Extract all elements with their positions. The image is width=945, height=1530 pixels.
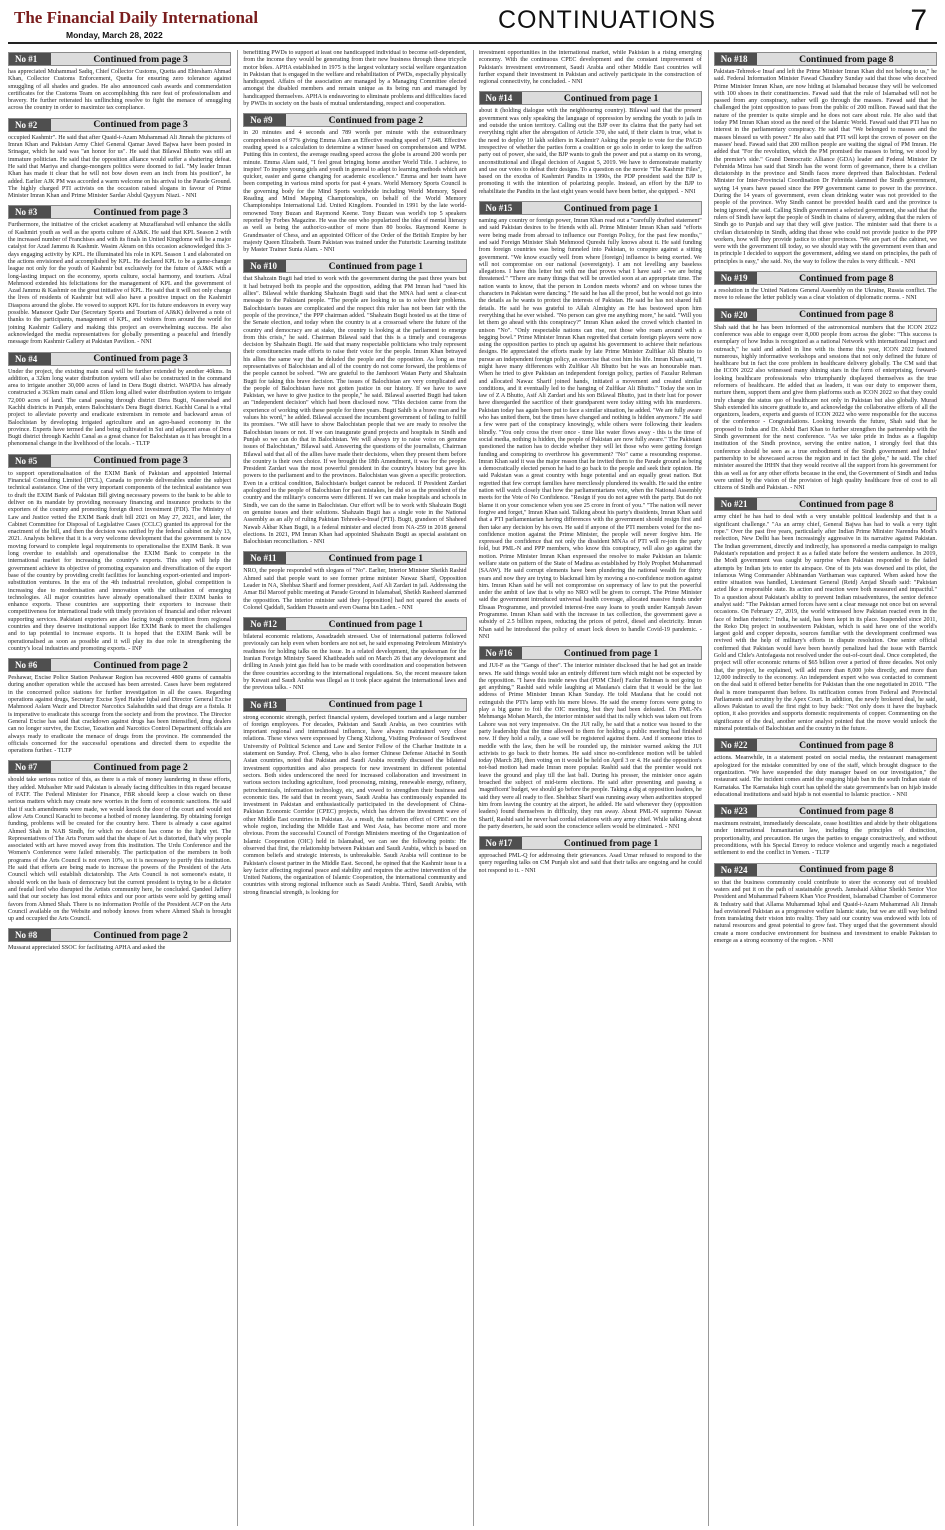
article-number: No #11 — [244, 552, 286, 564]
continuation-article — [8, 758, 231, 923]
continued-from-label: Continued from page 1 — [286, 260, 465, 272]
article-number: No #7 — [9, 761, 51, 773]
article-body: actions. Meanwhile, in a statement posted on social media, the restaurant management apologized for the mistake committed by one of the staff, which brought disgrace to the organization. "We have suspended the duty manager based on our investigation," the restaurant said. The incident comes amid the ongoing hijab ban in the south Indian state of Karnataka. The Karnataka high court has upheld the state government's ban on hijab inside educational institutions and said hijab is not essential to Islamic practice. - NNI — [713, 755, 937, 798]
article-number: No #21 — [715, 498, 757, 510]
issue-date: Monday, March 28, 2022 — [66, 30, 163, 40]
continued-from-label: Continued from page 1 — [522, 647, 701, 659]
article-number: No #8 — [9, 929, 51, 941]
article-number: No #15 — [480, 202, 522, 214]
continuation-article — [8, 452, 231, 653]
continuation-article — [479, 644, 702, 831]
continuation-article — [714, 269, 937, 303]
article-body: strong economic strength, perfect financial system, developed tourism and a large number of foreign employees. For decades, Pakistan and Saudi Arabia, as two countries with important regional and international influence, have always maintained very close relations. These views were expressed by Cheng Xizhong, Visiting Professor of Southwest University of Political Science and Law and Senior Fellow of the Charhar Institute in a statement on Sunday. Prof. Cheng, who is also former Chinese Defense Attaché in South Asian countries, noted that Pakistan and Saudi Arabia recently discussed the bilateral investment opportunities and also prospects for new investment in different potential sectors. Both sides underscored the need for increased collaboration and investment in various sectors including agriculture, food processing, mining, renewable energy, refinery, petrochemicals, information technology, etc, and vowed to strengthen their business and economic ties. He said that in recent years, Saudi Arabia has continuously expanded its investment in Pakistan and enthusiastically participated in the development of China-Pakistan Economic Corridor (CPEC) projects, which has driven the investment wave of other Middle East countries in Pakistan. As a result, the radiation effect of CPEC on the whole region, including the Middle East and West Asia, has become more and more obvious. From the successful Council of Foreign Ministers meeting of the Organization of Islamic Cooperation (OIC) held in Islamabad, we can see the following points: He observed that first, the relationship between Pakistan and Saudi Arabia, which is based on common beliefs and strategic interests, is unbreakable. Saudi Arabia will continue to be Pakistan's closest partner in the Middle East. Second, he opined that the Kashmir issue is a key factor affecting regional peace and stability and requires the active intervention of the United Nations, the organization of Islamic Cooperation, the international community and countries with strong regional influence such as Saudi Arabia. Third, Saudi Arabia, with strong financial strength, is looking for — [243, 714, 467, 896]
continuation-article — [8, 50, 231, 113]
continued-from-label: Continued from page 1 — [286, 552, 465, 564]
continuation-article — [714, 50, 937, 266]
article-header — [243, 551, 466, 565]
continued-from-label: Continued from page 3 — [51, 53, 230, 65]
article-body: army chief he has had to deal with a very unstable political leadership and that is a significant challenge." "As an army chief, General Bajwa has had to walk a very tight rope." Over the past five years, particularly after Indian Prime Minister Narendra Modi's reelection, New Delhi has been increasingly aggressive in its narrative against Pakistan. The Indian government, directly and indirectly, has sponsored a media campaign to malign Pakistan's reputation and project it as a failed state before the western audience. In 2019, the Modi government was caught by surprise when Pakistan responded to the failed attempts by Indian jets to enter its airspace. One of its jets was downed and its pilot, the infamous Wing Commander Abhinandan Varthaman was captured. When asked how the entire situation was handled, Lieutenant General (Retd) Amjad Shoaib said: "Pakistan acted like a responsible state. Its action and reaction were both measured and impactful." To a question about Pakistan's ability to prevent Indian misadventures, the senior defence analyst said: "The Pakistan armed forces have sent a clear message not once but on several occasions. On February 27, 2019, the world witnessed how Pakistan reacted even in the face of Indian rhetoric." India, he said, has been kept in its place. Suspended since 2011, the Reko Diq project in southwestern Pakistan, which is said have one of the world's largest gold and copper deposits, sources familiar with the development confirmed was revived with the help of military's efforts in dispute resolution. One senior official confirmed that Pakistan would have been heavily penalized had the issue with Barrick Gold and Chile's Antofagasta not resolved under the out-of-court deal. Once completed, the project will offer economic returns of $65 billion over a period of three decades. Not only that, the project, he explained, will add more than 8,000 jobs directly, and more than 12,000 indirectly to the economy. An independent expert who was contacted to comment on the deal said it offered better benefits for Pakistan than the one negotiated in 2010. "The deal is more transparent than before. Its ratification comes from Federal and Provincial Parliaments and scrutiny by the Apex Court. In addition, the newly brokered deal, he said, allows Pakistan to avail the first right to buy back: "Not only does it have the buyback option, it also provides and supports domestic requirements of copper. Commenting on the significance of the deal, another senior analyst pointed that the move would unlock the mineral potentials of Balochistan and the country in the future. — [713, 514, 937, 733]
article-body: occupied Kashmir". He said that after Quaid-i-Azam Muhammad Ali Jinnah the pictures of Imran Khan and Pakistan Army Chief General Qamar Javed Bajwa have been posted in Srinagar, which he said was "an honor for us". He said that Bilawal Bhutto was still an immature politician. He said that the opposition alliance would suffer a shattering defeat. He said that Mariya and change-mongers politics were doomed to fail. "My leader Imran Khan has made it clear that he will not bow down even an inch from his position", he added. Earlier AJK PM was accorded a warm welcome on his arrival to the Parade Ground. The highly charged PTI activists on the occasion raised slogans in favour of Prime Minister Imran Khan and Prime Minister Sardar Abdul Qayyum Niazi. - NNI — [8, 134, 232, 200]
continuation-article — [479, 834, 702, 875]
continuation-article — [714, 736, 937, 799]
continuation-article — [8, 203, 231, 346]
article-header — [479, 91, 702, 105]
article-number: No #16 — [480, 647, 522, 659]
continued-from-label: Continued from page 3 — [51, 119, 230, 131]
article-body: that Shahzain Bugti had tried to work with the government during the past three years but it had betrayed both its people and the opposition, adding that PM Imran had "used his allies". Bilawal while thanking Shahzain Bugti said that the MNA had sent a clear-cut message to the Pakistani people. "The people are looking to us to solve their problems. Balochistan's issues are complicated and the respect this ruler has not been fair with the people of the province," the PPP chairman added. "Shahzain Bugti hosted us at the time of the Senate election, and today when the country is at a crossroad where the future of the country and democracy are at stake, the country is looking at the parliament to emerge from this crisis," he said. Chairman Bilawal said that this is a timely and courageous decision by Shahzain Bugti. He said that many respectable politicians who truly represent their constituencies made efforts to raise their voice for the people. Imran Khan betrayed his allies the same way that he deluded the people and the opposition. As long as true representatives of Balochistan and all of the country do not come forward, the problems of the people cannot be solved. "We are grateful to the Jamhoori Watan Party and Shahzain Bugti for taking this brave decision. The issues of Balochistan are very complicated and the people of Balochistan have not gotten justice in our history. If we have to save Pakistan, we have to give justice to the people," he said. Bilawal asserted Bugti had taken an "independent decision" which had been disclosed now. "This decision came from the experience of working with these people for three years. Bugti Sahib is a brave man and he values his word," he added. Bilawal accused the incumbent government of failing to fulfill its promises. "We still have to show Balochistan people that we are ready to resolve the Balochistan issues or not. If we can inaugurate grand projects and hospitals in Sindh and Punjab so we can do that in Balochistan. We will always try to raise voice on genuine issues of Balochistan," Bilawal said. Answering the questions of the journalists, Chairman Bilawal said that all of the allies have made their decisions, when they present them before the country is their own choice. If we brought the 18th Amendment, it was for the people. President Zardari was the most powerful president in the country's history but gave his powers to the parliament and to the provinces. Balochistan was given a specific protection. Even in a critical condition, Balochistan's budget cannot be reduced. If President Zardari apologized to the people of Balochistan for past mistakes, he did so as the president of the country and the military's concerns were different. If we can make hospitals and schools in Sindh, we can do the same in Balochistan. Our effort will be to work with Shahzain Bugti on genuine issues and their solutions. Shahzain Bugti has a single vote in the National Assembly as an ally of ruling Pakistan Tehreek-e-Insaf (PTI). Bugti, grandson of Shaheed Nawab Akbar Khan Bugti, is a federal minister and elected from NA-259 in 2018 general elections. In 2021, PM Imran Khan had appointed Shahzain Bugti as special assistant on Balochistan reconciliation. - NNI — [243, 276, 467, 546]
article-body: Peshawar, Excise Police Station Peshawar Region has recovered 4800 grams of cannabis during another operation while the accused has been arrested. Cases have been registered in the concerned police stations for further investigation in all the cases. Regarding operations against drugs, Secretary Excise Syed Haider Iqbal and Director General Excise Mahmood Aslam Wazir and Director Narcotics Salahuddin said that drugs are a fistula. It is imperative to eradicate this scourge from the society and from the province. The Director General Excise has said that crackdown against drugs has been intensified, drug dealers can no longer survive, the Excise, Taxation and Narcotics Control Department officials are always ready to eradicate the menace of drugs from the province. He commended the officials concerned for the successful operations and directed them to expedite the operations further. - TLTP — [8, 675, 232, 755]
article-header — [8, 205, 231, 219]
masthead — [8, 4, 937, 44]
article-body: NRO, the people responded with slogans of "No". Earlier, Interior Minister Sheikh Rashid Ahmed said that people want to see former prime minister Nawaz Sharif, Opposition Leader in NA, Shehbaz Sharif and former president, Asif Ali Zardari in jail. Addressing the Amar Bil Maroof public meeting at Parade Ground in Islamabad, Sheikh Rasheed slammed the opposition. The interior minister said they [opposition] had not spared the assets of Colonel Qaddafi, Saddam Hussein and even Osama bin Laden. - NNI — [243, 568, 467, 611]
article-header — [8, 928, 231, 942]
article-body: bilateral economic relations, Assadzadeh stressed. Use of international patterns followed previously can help even when borders are not set, he said expressing Petroleum Ministry's readiness for holding talks on the issue. In a related development, the spokesman for the Iranian Foreign Ministry Saeed Khatibzadeh said on March 26 that any development and drilling in Arash joint gas field has to be made with coordination and cooperation between the three countries according to the international regulations. So, the recent measure taken by Kuwait and Saudi Arabia was illegal as it took place against the international laws and the previous talks. - NNI — [243, 634, 467, 692]
article-body: in 20 minutes and 4 seconds and 789 words per minute with the extraordinary comprehension of 97% giving Emma Alam an Effective reading speed of 7,648. Effective reading speed is a calculation to determine a winner based on comprehension and WPM. Putting this in context, the average reading speed across the globe is around 200 words per minute. Emma Alam said, "I feel great bringing home another World Title. I achieve, to inspire! To inspire young girls and youth in general to adapt to learning methods which are quicker, easier and game changing for academic excellence." Emma and her team have been competing in various mind sports for past 4 years. World Memory Sports Council is the governing body for the Mind Sports worldwide including World Memory, Speed Reading and Mind Mapping Championships, on behalf of the World Memory Championships International Ltd. United Kingdom. Founded in 1991 by the late world-renowned Tony Buzan and Raymond Keene. Tony Buzan was world's top 5 speakers reported by Forbes Magazine. He was the one who popularized the idea of mental literacy as well as being the author/co-author of more than 80 books. Raymond Keene is Grandmaster of Chess, and an appointed Officer of the Order of the British Empire by her majesty Queen Elizabeth. Team Pakistan was trained under the Futuristic Learning institute by Master Trainer Sunia Alam. - NNI — [243, 130, 467, 254]
article-number: No #3 — [9, 206, 51, 218]
article-header — [714, 804, 937, 818]
continued-from-label: Continued from page 1 — [522, 92, 701, 104]
continuation-article — [243, 111, 466, 254]
article-body: about it (holding dialogue with the neighbouring country). Bilawal said that the present government was only speaking the language of oppression by sending the youth to jails in and outside the union territory. Calling out the BJP over its claims that the party had set everything right after the abrogation of Article 370, she said, if their claim is true, what is the need to deploy 10 lakh soldiers in Kashmir? Asking the people to vote for the PAGD irrespective of whether the parties form a coalition or go solo in order to keep the saffron party out of power, she said, the BJP wants to grab the power and put a stamp on its wrong, unconstitutional and illegal decision of August 5, 2019. We have to demonstrate maturity and use our votes to defeat their designs. To a question on the movie "The Kashmir Files", based on the exodus of Kashmiri Pandits in 1990s, the PDP president said the BJP is promoting it with the intention of polarizing people. Instead, an effort by the BJP to rehabilitate the Pandits in the last eight years would have been better, she quipped. - NNI — [478, 108, 702, 195]
article-header — [479, 646, 702, 660]
article-number: No #17 — [480, 837, 522, 849]
article-number: No #19 — [715, 272, 757, 284]
continuation-article — [243, 696, 466, 897]
article-header — [8, 454, 231, 468]
article-body: Mussarat appreciated SSOC for facilitating APHA and asked the — [8, 945, 166, 952]
article-header — [479, 836, 702, 850]
continued-from-label: Continued from page 8 — [757, 864, 936, 876]
article-number: No #20 — [715, 309, 757, 321]
continuation-article — [479, 89, 702, 196]
article-number: No #22 — [715, 739, 757, 751]
article-header — [714, 271, 937, 285]
continuation-article — [8, 116, 231, 201]
article-header — [714, 308, 937, 322]
article-number: No #24 — [715, 864, 757, 876]
article-body: should take serious notice of this, as there is a risk of money laundering in these efforts, they added. Mubasher Mir said Pakistan is already facing difficulties in this regard because of FATF. The Federal Minister for Finance, FBR should keep a close watch on these serious matters which may create new worries in the form of economic sanctions. He said that if such amendments were made, we would knock the door of the court and would not allow Arts Council Karachi to become a hotbed of money laundering. By obtaining foreign funding, problems will be created for the country here. There is already a case against Ahmed Shah in NAB Sindh, for which no decision has come to the light yet. The Representatives of The Arts Forum said that the shape of Art is distorted, that's why people associated with art have moved away from this institution. The Urdu Conference and the Women's Conference were failed miserably. The participation of the members in both programs of the Arts Council is not even 10%, so it is necessary to purify this institution. He said that efforts are being made to increase the powers of the President of the Arts Council which will establish dictatorship. The Arts Council is not someone's estate, it should work on the basis of democracy but the current president is trying to be a dictator and feudal lord who disrupted the Artists community here, he concluded. Qandeel Jaffery said that our society has lost moral ethics and our poor artists were sold by getting small favors from Ahmed Shah. There is no information Profile of the President ACP on the Arts Council available on the Website and nobody knows from where Ahmed Shah is brought up and occupied the Arts Council. — [8, 777, 232, 923]
column-3 — [473, 50, 702, 1526]
column-1 — [8, 50, 231, 1526]
article-header — [479, 201, 702, 215]
article-number: No #2 — [9, 119, 51, 131]
article-header — [8, 352, 231, 366]
article-number: No #10 — [244, 260, 286, 272]
continued-from-label: Continued from page 3 — [51, 455, 230, 467]
page-number: 7 — [910, 4, 927, 37]
continued-from-label: Continued from page 8 — [757, 805, 936, 817]
continuation-article — [243, 549, 466, 612]
article-header — [714, 863, 937, 877]
continuation-article — [714, 802, 937, 857]
continued-from-label: Continued from page 8 — [757, 739, 936, 751]
article-body: Under the project, the existing main canal will be further extended by another 40kms. In addition, a 32km long water distribution system will also be constructed in the command area to irrigate another 30,000 acres of land in Dera Bugti district. WAPDA has already constructed a 363km main canal and 81km long allied water distribution system to irrigate 72,000 acres of land. The canal passing through district Dera Bugti, Naseerabad and Kachhi districts in Punjab, enters Balochistan's Dera Bugti district. Kachhi Canal is a vital project to alleviate poverty and eradicate extremism in remote and backward areas of Balochistan by developing irrigated agriculture and an agro-based economy in the province. Experts have termed the land being cultivated in Sui and adjacent areas of Dera Bugti district through Kachhi Canal as a great chance for Balochistan as it has brought in a phenomenal change in the livelihood of the locals. - TLTP — [8, 368, 232, 448]
article-body: maximum restraint, immediately deescalate, cease hostilities and abide by their obligations under international humanitarian law, including the principles of distinction, proportionality, and precaution. He urges the parties to engage constructively, and without preconditions, with his Special Envoy to reduce violence and urgently reach a negotiated settlement to end the conflict in Yemen. - TLTP — [713, 821, 937, 857]
article-number: No #18 — [715, 53, 757, 65]
article-header — [243, 698, 466, 712]
article-number: No #23 — [715, 805, 757, 817]
article-body: has appreciated Muhammad Sadiq, Chief Collector Customs, Quetta and Ehtesham Ahmad Khan, Collector Customs Enforcement, Quetta for ensuring zero tolerance against smuggling of all shades and grades. He also announced cash awards and commendation certificates for the Customs Team on accomplishing this rare feat of professionalism and bravery. He further reiterated his unflinching resolve to fight the menace of smuggling across the country in order to maximize tax compliance. — [8, 69, 232, 112]
article-body: approached PML-Q for addressing their grievances. Asad Umar refused to respond to the query regarding talks on CM Punjab slot and said that their talks are ongoing and he could not respond to it. - NNI — [478, 853, 702, 874]
article-number: No #1 — [9, 53, 51, 65]
article-number: No #13 — [244, 699, 286, 711]
continued-from-label: Continued from page 8 — [757, 309, 936, 321]
article-body: to support operationalisation of the EXIM Bank of Pakistan and appointed Internal Financial Consulting Limited (IFCL), Canada to provide deliverables under the subject technical assistance. One of the very important components of the technical assistance was to draft the EXIM Bank of Pakistan Bill giving necessary powers to the bank to be able to deliver on its mandate by providing necessary financing and insurance products to the exporters of the country and promoting foreign direct investment (FDI). The Ministry of Law and Justice vetted the EXIM Bank draft bill 2021 on May 27, 2021, and later, the Cabinet Committee for Disposal of Legislative Cases (CCLC) granted its approval for the enactment of the bill, and then the decision was ratified by the federal cabinet on July 13, 2021. Analysts believe that it is a very welcome development that the government is now moving forward to complete legal requirements to operationalise the EXIM Bank. It was long overdue to establish and operationalise the EXIM Bank to compete in the international market for increasing the country's exports. This step will help the government achieve its objective of promoting expansion and diversification of the export base of the country by providing credit facilities for launching export-oriented and import-substitution ventures. In the era of the 4th industrial revolution, global competition is increasing due to modernisation and innovation with the utilisation of emerging technologies. All major countries have already operationalised their EXIM banks to enhance exports. These countries are supporting their exporters to increase their competitiveness for international trade with timely provision of financial and other relevant supporting services. Pakistani exporters are also facing tough competition from regional countries and they deserve institutional support like EXIM Bank to meet the challenges and to tap potential to increase exports. It is hoped that the EXIM Bank will be operationalised as soon as possible and it will play its due role in strengthening the country's local industries and promoting exports. - INP — [8, 470, 232, 652]
continued-from-label: Continued from page 1 — [286, 699, 465, 711]
continued-from-label: Continued from page 8 — [757, 272, 936, 284]
article-header — [243, 113, 466, 127]
continuation-article — [714, 495, 937, 733]
article-header — [243, 617, 466, 631]
article-number: No #12 — [244, 618, 286, 630]
continued-from-label: Continued from page 1 — [522, 202, 701, 214]
article-header — [8, 52, 231, 66]
article-number: No #4 — [9, 353, 51, 365]
article-body: benefitting PWDs to support at least one handicapped individual to become self-dependent, from the income they would be generating from their new business through these tricycle motor bikes. APHA established in 1975 is the largest voluntary social welfare organization in Pakistan that is engaged in the welfare and rehabilitation of PWDs, especially physically handicapped. Affairs of the association are managed by a Managing Committee elected amongst the disabled members and remain unique as its being run and managed by handicapped themselves. APHA is endeavoring to eliminate problems and difficulties faced by PWDs in society on the basis of mutual understanding, respect and cooperation. — [243, 50, 467, 108]
continued-from-label: Continued from page 2 — [51, 659, 230, 671]
article-body: and JUI-F as the "Gangs of thee". The interior minister disclosed that he had got an inside news. He said things would take an entirely different turn which might not be expected by the opposition. "I have this inside news that (PDM Chief) Fazlur Rehman is not going to get anything," Rashid said while laughing at Maulana's claim that it would be the last address of Prime Minister Imran Khan Sunday. He told Maulana that he could not extinguish the PTI's lamp with his mere blows. He said the enemy forces were going to play a big game to foil the OIC meeting, but they had been defeated. On PML-N's Mehmanga Mohan March, the interior minister said that its rally which was taken out from Lahore was not very impressive. On the JUI rally, he said that a notice was issued to the party leadership that the time allowed to them for holding a public meeting had finished now. If they hold a rally, a case will be registered against them. And if someone tries to meddle with the law, then he will be rounded up, the minister warned asking the JUI activists to go back to their homes. He said since no-confidence motion will be tabled today (March 28), then voting on it would be held on April 3 or 4. He said the opposition's not-bad motion had made Imran more popular. Rashid said that the premier would not leave the ground and play till the last ball. During his presser, the minister once again broached the subject of mid-term elections. He said after presenting and passing a 'magnificent' budget, we should go before the people. Taking a dig at opposition leaders, he said they were all ready to flee. Shehbaz Sharif was running away when authorities stopped him from leaving the country at the airport, he added. He said whenever they (opposition leaders) found themselves in difficulty, they run away. About PML-N supremo Nawaz Sharif, Rashid said he never had cordial relations with any army chief. While talking about the party deserters, he said soon the conscience sellers would be eliminated. - NNI — [478, 663, 702, 830]
continuation-article — [8, 350, 231, 449]
article-body: Furthermore, the initiative of the cricket academy at Muzaffarabad will enhance the skills of Kashmiri youth as well as the sports culture of AJ&K. He said that KPL Season 2 with the increased number of Franchises and with its finals in United Kingdome will be a major catalyst for Azad Jammu & Kashmir. Wasim Akram on this occasion acknowledged this 3-days engaging activity by KPL. He illuminated his role in KPL Season 1 and elaborated on the actions envisioned and accomplished by KPL. He declared KPL to be a game-changer league not only for the youth of Kashmir but exclusively for the future of AJ&K with a long-lasting impact on the economy, sports culture, social harmony, and tourism. Afzal Mehmood extended his felicitations for the management of KPL and the government of Azad Jammu & Kashmir on the great initiative of KPL. He said that it will not only change the lives of residents of Kashmir but will also have a positive impact on the Kashmiri Diaspora around the globe. He vowed to support KPL for its future endeavors in every way possible. Mansoor Qadir Dar (Secretary Sports and Tourism of AJ&K) delivered a note of thanks to the participants, management of KPL, and visitors from around the world for joining Kashmir Gallery and making this project an overwhelming success. He also acknowledged the media representatives for globally presenting a peaceful and friendly message from Kashmir Gallery at Pakistan Pavilion. - NNI — [8, 222, 232, 346]
continued-from-label: Continued from page 2 — [51, 929, 230, 941]
article-header — [8, 658, 231, 672]
continuation-article — [479, 199, 702, 641]
article-number: No #14 — [480, 92, 522, 104]
article-header — [243, 259, 466, 273]
continued-from-label: Continued from page 2 — [286, 114, 465, 126]
article-header — [714, 497, 937, 511]
continuation-article — [714, 861, 937, 946]
newspaper-name: The Financial Daily International — [14, 8, 259, 27]
article-header — [714, 52, 937, 66]
article-header — [8, 760, 231, 774]
section-title: CONTINUATIONS — [498, 6, 717, 34]
article-number: No #9 — [244, 114, 286, 126]
article-columns — [8, 50, 937, 1526]
continued-from-label: Continued from page 8 — [757, 498, 936, 510]
continuation-article — [243, 615, 466, 692]
continued-from-label: Continued from page 8 — [757, 53, 936, 65]
continued-from-label: Continued from page 2 — [51, 761, 230, 773]
article-body: a resolution in the United Nations General Assembly on the Ukraine, Russia conflict. The move to release the letter publicly was a clear violation of diplomatic norms. - NNI — [713, 288, 937, 302]
article-header — [714, 738, 937, 752]
continuation-article — [243, 50, 466, 108]
article-body: so that the business community could contribute to steer the economy out of troubled waters and put it on the path of sustainable growth. Jamshaid Akhtar Sheikh Senior Vice President and Muhammad Faheem Khan Vice President, Islamabad Chamber of Commerce & Industry said that Allama Muhammad Iqbal and Quaid-i-Azam Muhammad Ali Jinnah had envisioned Pakistan as a progressive welfare Islamic state, but we are still way behind from translating their vision into reality. They said our country was endowed with lots of natural resources and great potential to grow fast. They urged that the government should create a more conducive environment for business and investment to enable Pakistan to emerge as a strong economy of the region. - NNI — [713, 879, 937, 944]
continued-from-label: Continued from page 1 — [522, 837, 701, 849]
article-body: investment opportunities in the international market, while Pakistan is a rising emerging economy. With the continuous CPEC development and the constant improvement of Pakistan's investment environment, Saudi Arabia and other Middle East countries will further expand their investment in Pakistan and actively participate in the construction of regional connectivity, he concluded. - NNI — [478, 50, 702, 86]
article-number: No #6 — [9, 659, 51, 671]
article-body: naming any country or foreign power, Imran Khan read out a "carefully drafted statement" and said Pakistan desires to be friends with all. Prime Minister Imran Khan said "efforts were being made from abroad to influence our Foreign Policy, for the past few months," and said Foreign Minister Shah Mehmood Qureshi fully knows about it. He said funding from foreign countries was being funneled into Pakistan, to conspire against a sitting government. "We know exactly well from where [foreign] influence is being exerted. We will not compromise on our national (sovereignty). I am not levelling any baseless allegations. I have this letter but with me that proves what I have said - we are being threatened." "There are many things that will be unveiled soon at an appropriate time. The nation wants to know, that the person in London meets whom? and on whose tunes the characters in Pakistan were dancing." He said he has all the proof, but he would not go into the details as he wants to protect the interests of Pakistan. He said he has not shared full details. He said he was grateful to Allah Almighty as He has bestowed upon him everything that he ever wished. "No person can give me anything more," he said. "Will you let them go ahead with this conspiracy?" Imran Khan asked the crowd which chanted in unison "No". "Only respectable nations can rise, not those who roam around with a begging bowl." Prime Minister Imran Khan regretted that certain foreign players were now using the opposition parties to pinch up against his government to achieve their nefarious designs. He appreciated the efforts made by late Prime Minister Zulfikar Ali Bhutto to pursue an independent foreign policy, an exercise that cost him his life. Imran Khan said, "I might have many differences with Zulfikar Ali Bhutto but he was an honourable man. When he tried to give Pakistan an independent foreign policy, parties of Fazalur Rehman and allocated Nawaz Sharif joined hands, initiated a movement and created similar conditions, and it eventually led to the hanging of Zulfikar Ali Bhutto." Today the son in law of Z A Bhutto, Asif Ali Zardari and his son Bilawal Bhutto, just in their lust for power have disregarded the sacrifice of their grandparent were today sitting with his murderers. Pakistan today has again been put to face a similar situation, he added. "We are fully aware who has united them, but the times have changed and nothing is hidden anymore." He said a few were part of the conspiracy knowingly, while others were following their leaders blindly. "You only cross the river once - time like water flows away - this is the time of social media, nothing is hidden, the people of Pakistan are now fully aware." The Pakistani questioned the nation has to decide whether they will let those who were getting foreign funding and conspiring to overthrow his government? "No" came a resounding response. Imran Khan said it was the major reason that he invited them to the Parade ground as being a democratically elected person he had to go back to the people and seek their opinion. He said Pakistan was a great country with huge potential and an equally great nation. But regretted that few corrupt families have mercilessly plundered its wealth. He said the entire nation will watch closely that how the parliamentarians vote, when the National Assembly meets for the Vote of No Confidence. "Resign if you do not agree with the party. But do not blame it on your conscience when you see 25 crore in front of you." "The nation will never forgive and forget," Imran Khan said. Talking about his party's dissidents, Imran Khan said that a PTI parliamentarian having differences with the government should resign first and then take any decision by his own. He said if anyone of the PTI members voted for the no-confidence motion against the Prime Minister, the people will never forgive him. He expressed the confidence that not only the dissident MNAs of PTI will re-join the party fold, but PML-N and PPP members, who know this conspiracy, will also go against the motion. Prime Minister Imran Khan expressed the resolve to make Pakistan an Islamic welfare state on pattern of the State of Madina as established by Holy Prophet Muhammad (SAAW). He said corrupt elements have been plundering the national wealth for thirty years and now they are trying to blackmail him by moving a no-confidence motion against him. Imran Khan said he will not compromise on supremacy of law to put the powerful under the ambit of law that is why no NRO will be given to corrupt. The Prime Minister said the government introduced universal health coverage, allocated massive funds under Ehsaas Programme, and provided interest-free easy loans to youth under Kamyab Jawan Programme. Imran Khan said with the increase in tax collection, the government gave a subsidy of 2.5 billion rupees, reducing the prices of petrol, diesel and electricity. Imran Khan said he introduced the policy of smart lock down to handle Covid-19 pandemic. - NNI — [478, 218, 702, 640]
article-number: No #5 — [9, 455, 51, 467]
continued-from-label: Continued from page 1 — [286, 618, 465, 630]
continuation-article — [8, 926, 231, 952]
column-2 — [237, 50, 466, 1526]
column-4 — [708, 50, 937, 1526]
article-header — [8, 118, 231, 132]
continuation-article — [243, 257, 466, 546]
continued-from-label: Continued from page 3 — [51, 353, 230, 365]
continuation-article — [8, 656, 231, 755]
continued-from-label: Continued from page 3 — [51, 206, 230, 218]
continuation-article — [479, 50, 702, 86]
article-body: Shah said that he has been informed of the astronomical numbers that the ICON 2022 conference was able to engage over 8,000 people from across the globe: "This success is exemplary of how Indus is recognized as a national Network with international impact and outreach," he said and added in line with its theme this year, ICON 2022 featured numerous, highly informative workshops and sessions that not only defined the future of healthcare but in fact the core problem in healthcare delivery globally. The CM said that the ICON 2022 also witnessed many shining stars in the form of enterprising, forward-looking healthcare professionals who triumphantly displayed themselves as the true reformers of healthcare. He added that as leaders, it was our duty to empower them, nurture them, support them and give them platforms such as ICON 2022 so that they could truly change the status quo of healthcare not only in Pakistan but also globally. Murad Shah extended his sincere gratitude to, and acknowledge the collaborative efforts of all the organizers, leaders, experts and guests of ICON 2022 who were responsible for the success of the conference - Congratulations. Looking towards the future, Shah said that he proposed to Indus and Dr. Abdul Bari Khan to further strengthen the partnership with the Sindh government for the next conference. "As we take pride in Indus as a flagship institution of the Sindh province, serving the entire nation, I strongly feel that this conference should be seen as a true embodiment of the Sindh government and Indus' partnership to be showcased across the region and in fact the globe," he said. The chief minister assured the IHHN that they would receive all the support from his government for this as well as for any other efforts because in the end, the Government of Sindh and Indus were united by the vision of the provision of high quality healthcare free of cost to all citizens of Sindh and Pakistan. - NNI — [713, 324, 937, 492]
continuation-article — [714, 306, 937, 493]
article-body: Pakistan-Tehreek-e Insaf and left the Prime Minister Imran Khan did not belong to us," he said. Federal Information Minister Fawad Chaudhry Sunday said that those who deceived Prime Minister Imran Khan, are now hiding at Islamabad because they will be welcomed with 100 shoes in their constituencies. Fawad said that the rule of Islamabad will not be passed from any conspiracy, rather will go through the masses. Fawad said that he challenged the joint opposition to pass from the public of 200 million. Fawad said that the nature of the premier is quite simple and he does not care about rule. He also said that today PM Imran Khan stood as the need of the Islamic World. Fawad said that PTI has no interest in the parliamentary conspiracy. He said that "We belonged to masses and the masses blessed us with power." He also said that PTI will kept the crown of power on the masses' head. Fawad said that 200 million people are waiting the signal of PM Imran. He added that "For the revolution, which the PM promised the masses to bring, we stood by the premier's side." Grand Democratic Alliance (GDA) leader and Federal Minister Dr Fehmida Mirza has said that Sindh has the worst form of governance, there is a civilian dictatorship in the province and Sindh faces more deprived than Balochistan. Federal Minister for Inter-Provincial Coordination Dr Fehmida slammed the Sindh government, saying 14 years have passed since the PPP government came to power in the province. During the 14 years of government, even clean drinking water was not provided to the people of the province. Why Sindh cannot be provided health card and the province is being ignored, she said. Calling Sindh government a selected government, she said that the rulers of Sindh have kept the people of Sindh in chains of slavery, adding that the rulers of Sindh go to Punjab and say that they will give justice. The minister said that there is a civilian dictatorship in Sindh, adding that those who could not provide justice to the PPP workers, how will they provide justice to other provinces. "We are part of the cabinet, we were with the government till today, so we should stay with the government even than and in principle I decided to support the government, adding we stand on principles, the path of principles is easy," she said. No, the way to follow the rules is very difficult. - NNI — [713, 69, 937, 265]
